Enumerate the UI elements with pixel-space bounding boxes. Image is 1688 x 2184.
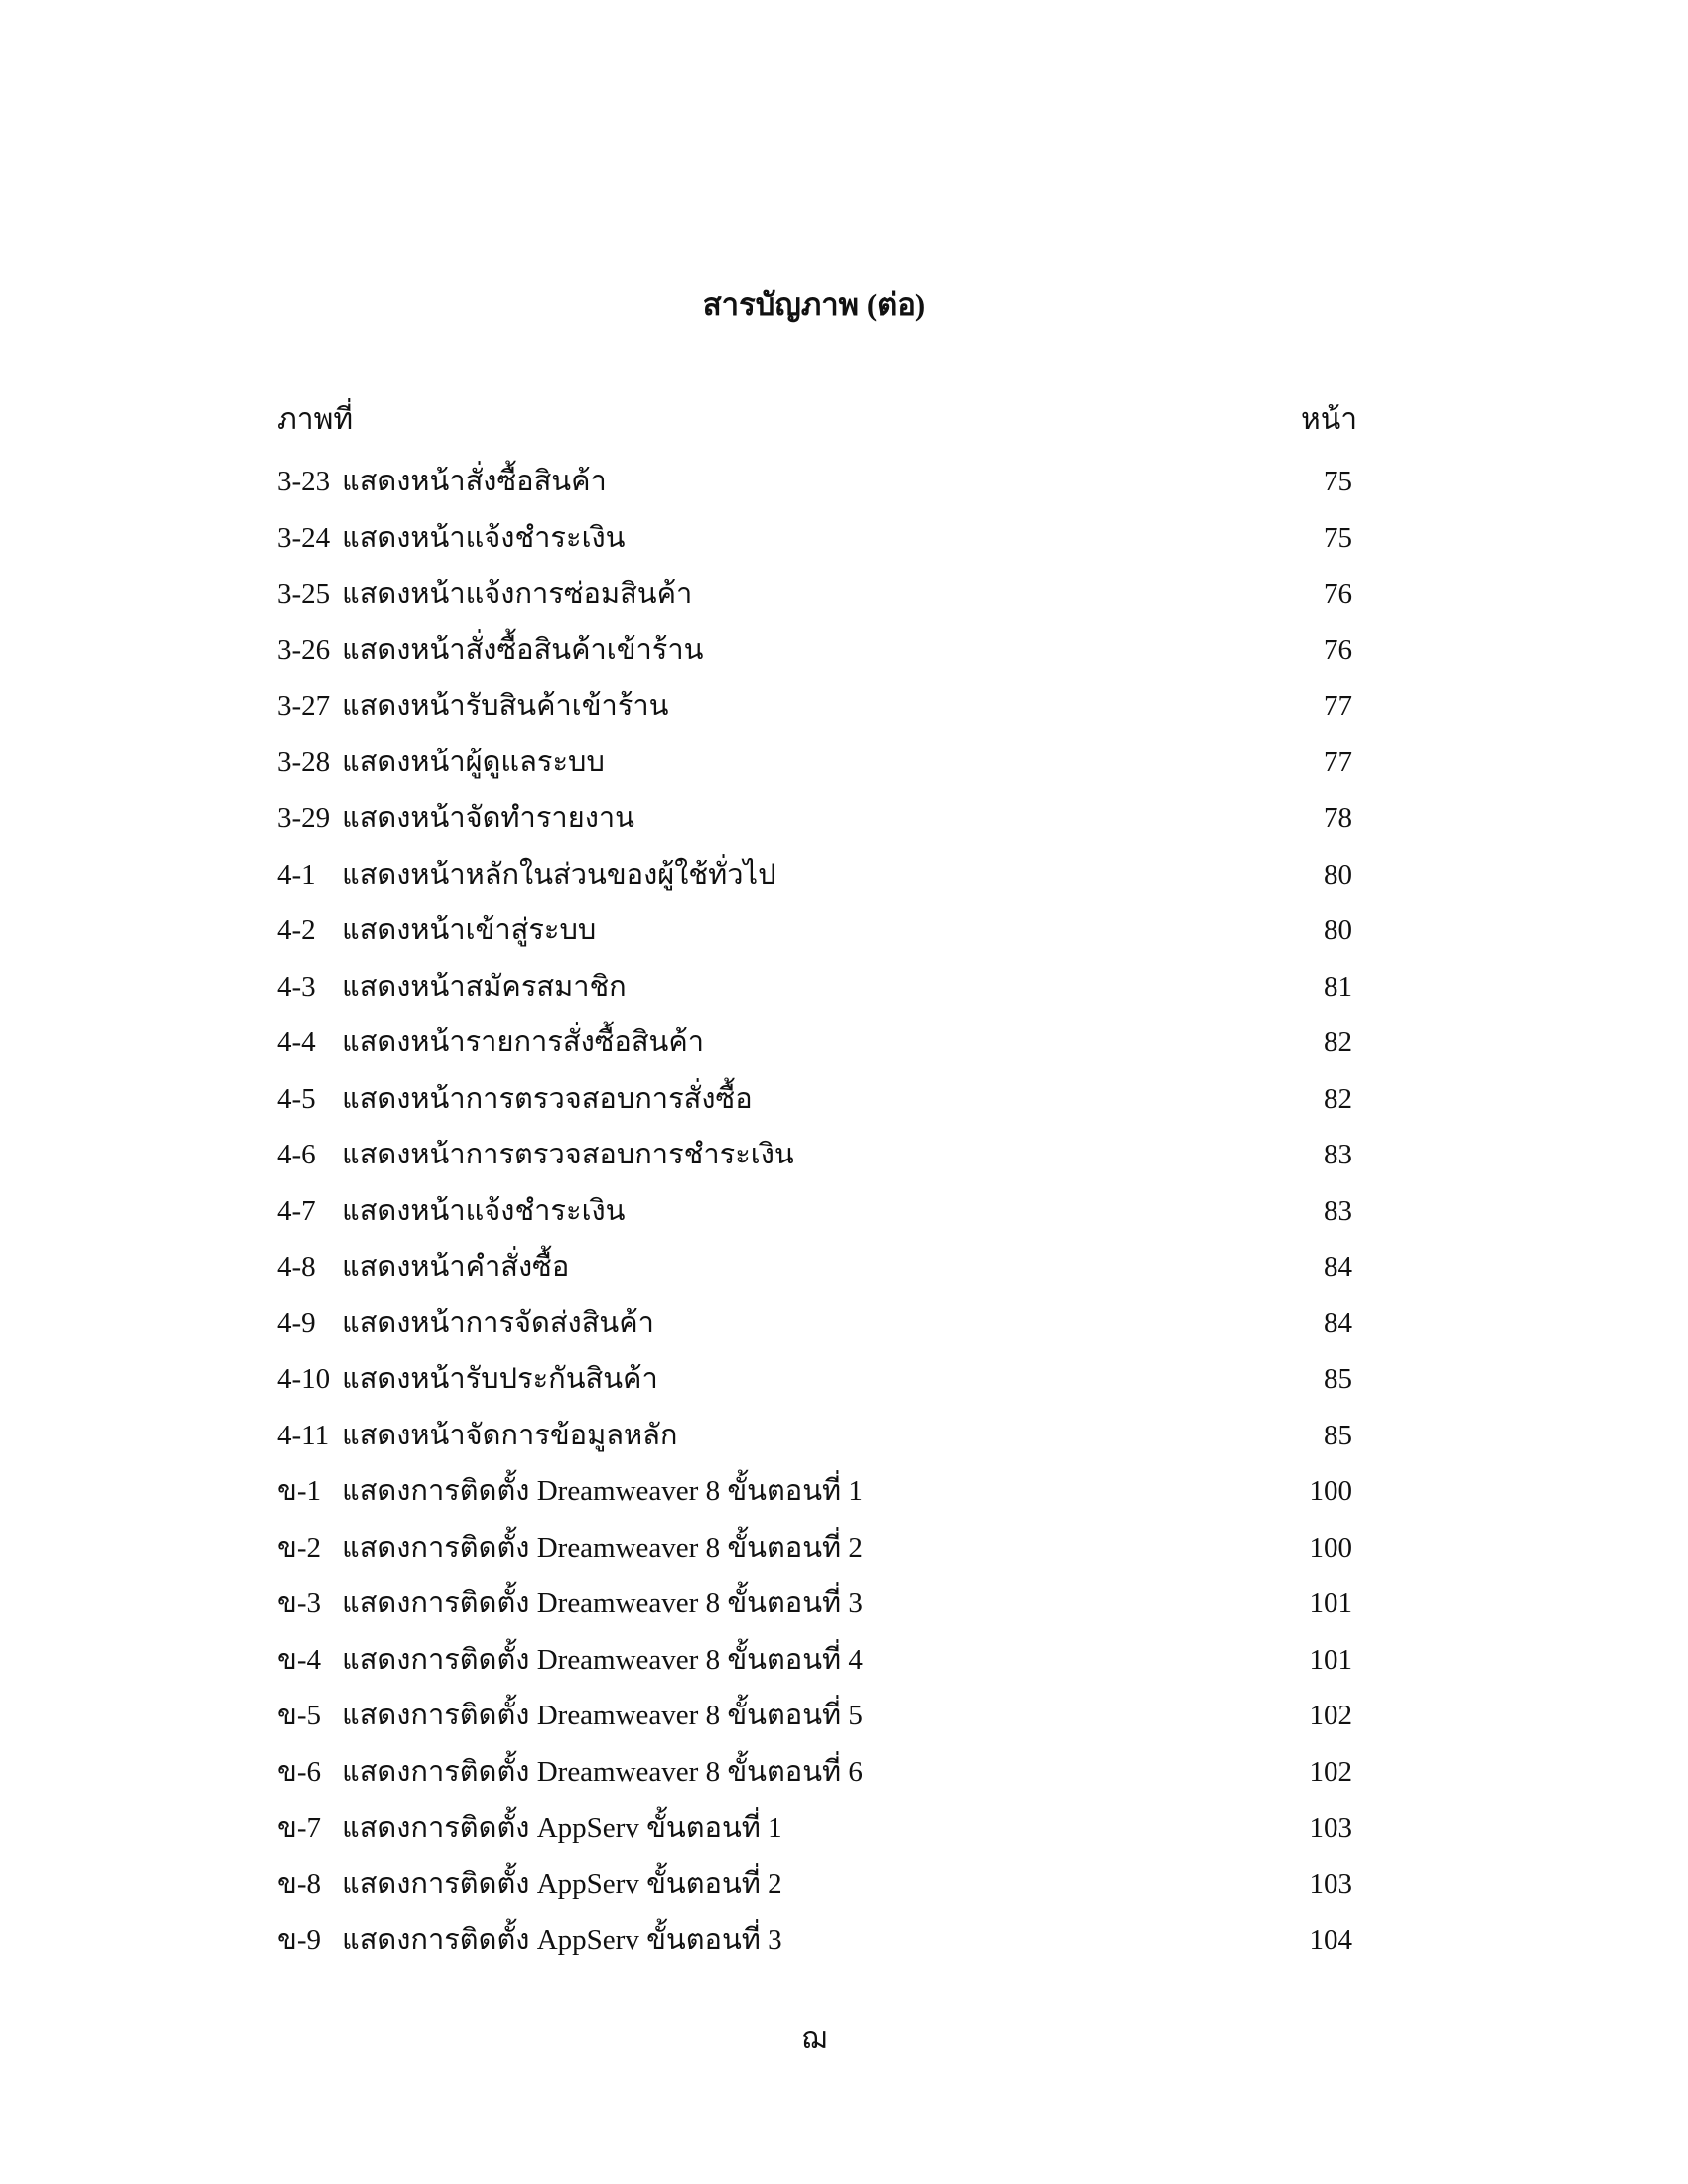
- page-ref: 77: [1324, 690, 1352, 722]
- page-ref: 84: [1324, 1306, 1352, 1339]
- figure-caption: แสดงการติดตั้ง Dreamweaver 8 ขั้นตอนที่ 6: [342, 1755, 863, 1788]
- figure-caption: แสดงหน้าหลักในส่วนของผู้ใช้ทั่วไป: [342, 858, 776, 890]
- page-number: ฌ: [801, 2022, 827, 2055]
- figure-number: 4-4: [277, 1026, 316, 1058]
- figure-caption: แสดงหน้าเข้าสู่ระบบ: [342, 914, 597, 946]
- page-title: สารบัญภาพ (ต่อ): [702, 287, 926, 322]
- page-ref: 81: [1324, 970, 1352, 1003]
- figure-caption: แสดงหน้าการตรวจสอบการชำระเงิน: [342, 1139, 794, 1170]
- figure-number: ข-6: [277, 1755, 321, 1788]
- toc-entry: [277, 1632, 1352, 1689]
- column-header-figure: ภาพที่: [277, 403, 353, 436]
- page-ref: 101: [1309, 1643, 1352, 1676]
- figure-caption: แสดงหน้าแจ้งการซ่อมสินค้า: [342, 578, 693, 610]
- page-ref: 75: [1324, 466, 1352, 497]
- column-header-page: หน้า: [1301, 403, 1358, 436]
- page-ref: 78: [1324, 802, 1352, 834]
- figure-number: 4-8: [277, 1251, 316, 1283]
- figure-caption: แสดงการติดตั้ง Dreamweaver 8 ขั้นตอนที่ 4: [342, 1643, 863, 1676]
- toc-entry: [277, 1408, 1352, 1464]
- page-ref: 85: [1324, 1419, 1352, 1451]
- page-ref: 83: [1324, 1139, 1352, 1170]
- page-ref: 80: [1324, 858, 1352, 890]
- figure-number: 4-5: [277, 1082, 316, 1115]
- figure-caption: แสดงหน้าแจ้งชำระเงิน: [342, 1194, 626, 1227]
- toc-entry: [277, 1744, 1352, 1801]
- figure-caption: แสดงหน้าจัดการข้อมูลหลัก: [342, 1419, 678, 1451]
- figure-number: 3-25: [277, 578, 331, 610]
- figure-number: 4-9: [277, 1306, 316, 1339]
- figure-caption: แสดงการติดตั้ง Dreamweaver 8 ขั้นตอนที่ 2: [342, 1531, 863, 1564]
- toc-entry: [277, 1688, 1352, 1744]
- figure-number: ข-8: [277, 1867, 321, 1900]
- toc-entry: [277, 510, 1352, 567]
- figure-caption: แสดงหน้าผู้ดูแลระบบ: [342, 746, 605, 778]
- figure-number: ข-4: [277, 1643, 321, 1676]
- figure-caption: แสดงหน้าสั่งซื้อสินค้าเข้าร้าน: [342, 633, 704, 666]
- figure-number: 3-27: [277, 690, 331, 722]
- figure-caption: แสดงการติดตั้ง AppServ ขั้นตอนที่ 1: [342, 1812, 782, 1843]
- figure-caption: แสดงหน้าสั่งซื้อสินค้า: [342, 466, 607, 497]
- figure-number: ข-7: [277, 1812, 321, 1843]
- toc-entry: [277, 790, 1352, 847]
- toc-entry: [277, 1127, 1352, 1183]
- figure-caption: แสดงการติดตั้ง AppServ ขั้นตอนที่ 2: [342, 1867, 782, 1900]
- page-ref: 100: [1309, 1531, 1352, 1564]
- figure-caption: แสดงการติดตั้ง Dreamweaver 8 ขั้นตอนที่ 1: [342, 1475, 863, 1507]
- toc-entry: [277, 454, 1352, 510]
- figure-number: ข-9: [277, 1924, 321, 1956]
- figure-number: 4-6: [277, 1139, 316, 1170]
- toc-entry: [277, 1800, 1352, 1856]
- page-ref: 85: [1324, 1363, 1352, 1395]
- figure-caption: แสดงหน้าการตรวจสอบการสั่งซื้อ: [342, 1082, 753, 1115]
- figure-caption: แสดงหน้าคำสั่งซื้อ: [342, 1251, 570, 1283]
- toc-entry: [277, 566, 1352, 622]
- page-ref: 103: [1309, 1812, 1352, 1843]
- figure-number: 3-26: [277, 633, 331, 666]
- figure-number: 4-10: [277, 1363, 331, 1395]
- figure-number: 4-3: [277, 970, 316, 1003]
- page-ref: 83: [1324, 1194, 1352, 1227]
- toc-entry: [277, 1856, 1352, 1913]
- page-ref: 82: [1324, 1026, 1352, 1058]
- page-ref: 102: [1309, 1755, 1352, 1788]
- toc-entry: [277, 1575, 1352, 1632]
- figure-caption: แสดงหน้ารายการสั่งซื้อสินค้า: [342, 1026, 705, 1058]
- figure-caption: แสดงหน้ารับประกันสินค้า: [342, 1363, 658, 1395]
- page-ref: 76: [1324, 633, 1352, 666]
- figure-number: 3-23: [277, 466, 331, 497]
- figure-number: ข-2: [277, 1531, 321, 1564]
- toc-entry: [277, 1351, 1352, 1408]
- figure-number: 3-28: [277, 746, 331, 778]
- figure-number: ข-3: [277, 1587, 321, 1619]
- page-ref: 101: [1309, 1587, 1352, 1619]
- figure-caption: แสดงการติดตั้ง Dreamweaver 8 ขั้นตอนที่ 5: [342, 1700, 863, 1731]
- toc-entry: [277, 959, 1352, 1016]
- figure-number: 4-11: [277, 1419, 330, 1451]
- toc-entry: [277, 847, 1352, 903]
- figure-caption: แสดงหน้าแจ้งชำระเงิน: [342, 521, 626, 554]
- toc-entry: [277, 1015, 1352, 1071]
- toc-entry: [277, 735, 1352, 791]
- figure-caption: แสดงหน้าสมัครสมาชิก: [342, 970, 627, 1003]
- figure-caption: แสดงหน้าจัดทำรายงาน: [342, 802, 634, 834]
- toc-entry: [277, 902, 1352, 959]
- toc-entry: [277, 678, 1352, 735]
- page-ref: 82: [1324, 1082, 1352, 1115]
- toc-entry: [277, 1239, 1352, 1296]
- figure-number: 3-29: [277, 802, 331, 834]
- figure-caption: แสดงการติดตั้ง AppServ ขั้นตอนที่ 3: [342, 1924, 782, 1956]
- page-ref: 103: [1309, 1867, 1352, 1900]
- page-ref: 76: [1324, 578, 1352, 610]
- toc-entry: [277, 1520, 1352, 1576]
- figure-caption: แสดงหน้าการจัดส่งสินค้า: [342, 1306, 654, 1339]
- toc-entry: [277, 1296, 1352, 1352]
- figure-number: 4-7: [277, 1194, 316, 1227]
- page-ref: 80: [1324, 914, 1352, 946]
- page-ref: 104: [1309, 1924, 1352, 1956]
- toc-entry: [277, 1071, 1352, 1128]
- toc-entry: [277, 1183, 1352, 1240]
- toc-entry: [277, 1912, 1352, 1969]
- page-ref: 100: [1309, 1475, 1352, 1507]
- toc-entry: [277, 1463, 1352, 1520]
- figure-number: 3-24: [277, 521, 331, 554]
- figure-number: ข-5: [277, 1700, 321, 1731]
- list-of-figures: [277, 454, 1352, 1969]
- page-ref: 77: [1324, 746, 1352, 778]
- toc-entry: [277, 622, 1352, 679]
- figure-caption: แสดงการติดตั้ง Dreamweaver 8 ขั้นตอนที่ 3: [342, 1587, 863, 1619]
- figure-caption: แสดงหน้ารับสินค้าเข้าร้าน: [342, 690, 669, 722]
- page-ref: 84: [1324, 1251, 1352, 1283]
- figure-number: 4-1: [277, 858, 316, 890]
- page-ref: 75: [1324, 521, 1352, 554]
- figure-number: 4-2: [277, 914, 316, 946]
- figure-number: ข-1: [277, 1475, 321, 1507]
- page-ref: 102: [1309, 1700, 1352, 1731]
